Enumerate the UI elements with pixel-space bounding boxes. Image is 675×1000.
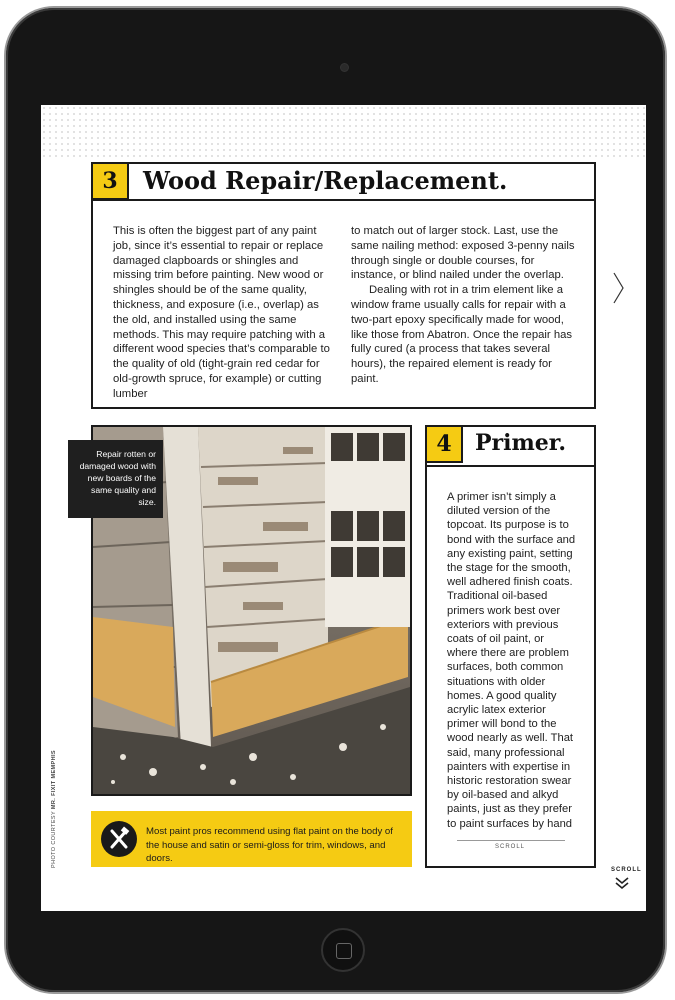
section-number: 3 [93,164,129,200]
credit-name: MR. FIXIT MEMPHIS [51,750,57,810]
page-scroll-label[interactable]: SCROLL [611,867,642,873]
section-number: 4 [427,427,463,463]
paragraph: This is often the biggest part of any paint job, since it’s essential to repair or replace damaged clapboards or shingles and missing trim before painting. New wood or shingles should be of the same quality, thickness, and exposure (i.e., overlap) as the old, and installed using the same methods. This may require patching with a different wood species that’s comparable to the quality of old (tight-grain red cedar for old-growth spruce, for example) or cutting lumber [113,225,330,400]
scroll-label[interactable]: SCROLL [495,844,526,850]
section-title: Primer. [475,430,566,456]
paragraph: Dealing with rot in a trim element like a window frame usually calls for repair with a two-part epoxy specifically made for wood, like those from Abatron. Once the repair has fully cured (a process that takes several hours), the repaired element is ready for paint. [351,284,573,385]
dotted-header-pattern [41,105,646,160]
camera-icon [340,63,349,72]
photo-credit [51,748,57,868]
tip-text: Most paint pros recommend using flat paint on the body of the house and satin or semi-gloss for trim, windows, and doors. [146,826,393,864]
title-rule [427,465,594,467]
tip-bar [91,811,412,867]
primer-body: A primer isn’t simply a diluted version of the topcoat. Its purpose is to bond with the surface and any existing paint, setting the stage for the smooth, well adhered finish coats. Traditional oil-based primers work best over exteriors with previous coats of oil paint, or where there are problem surfaces, both common situations with older homes. A good quality acrylic latex exterior primer will bond to the wood nearly as well. That said, many professional painters with expertise in historic restoration swear by oil-based and alkyd paints, just as they prefer to paint surfaces by hand [447,491,576,830]
section-primer [425,425,596,868]
scroll-rule [457,840,565,841]
section-column-1 [113,224,333,402]
home-button[interactable] [321,928,365,972]
photo-caption: Repair rotten or damaged wood with new boards of the same quality and size. [68,440,163,518]
section-title: Wood Repair/Replacement. [143,166,508,195]
credit-prefix: PHOTO COURTESY [51,811,57,868]
paint-tools-icon [101,821,137,857]
tablet-frame [6,8,665,992]
title-rule [93,199,594,201]
section-wood-repair [91,162,596,409]
magazine-page [41,105,646,911]
paragraph: to match out of larger stock. Last, use the same nailing method: exposed 3-penny nails through single or double courses, for instance, or blind nailed under the overlap. [351,225,575,282]
scroll-down-chevrons-icon[interactable] [615,876,629,890]
section-column-2 [351,224,579,387]
next-page-arrow-icon[interactable] [612,271,626,305]
